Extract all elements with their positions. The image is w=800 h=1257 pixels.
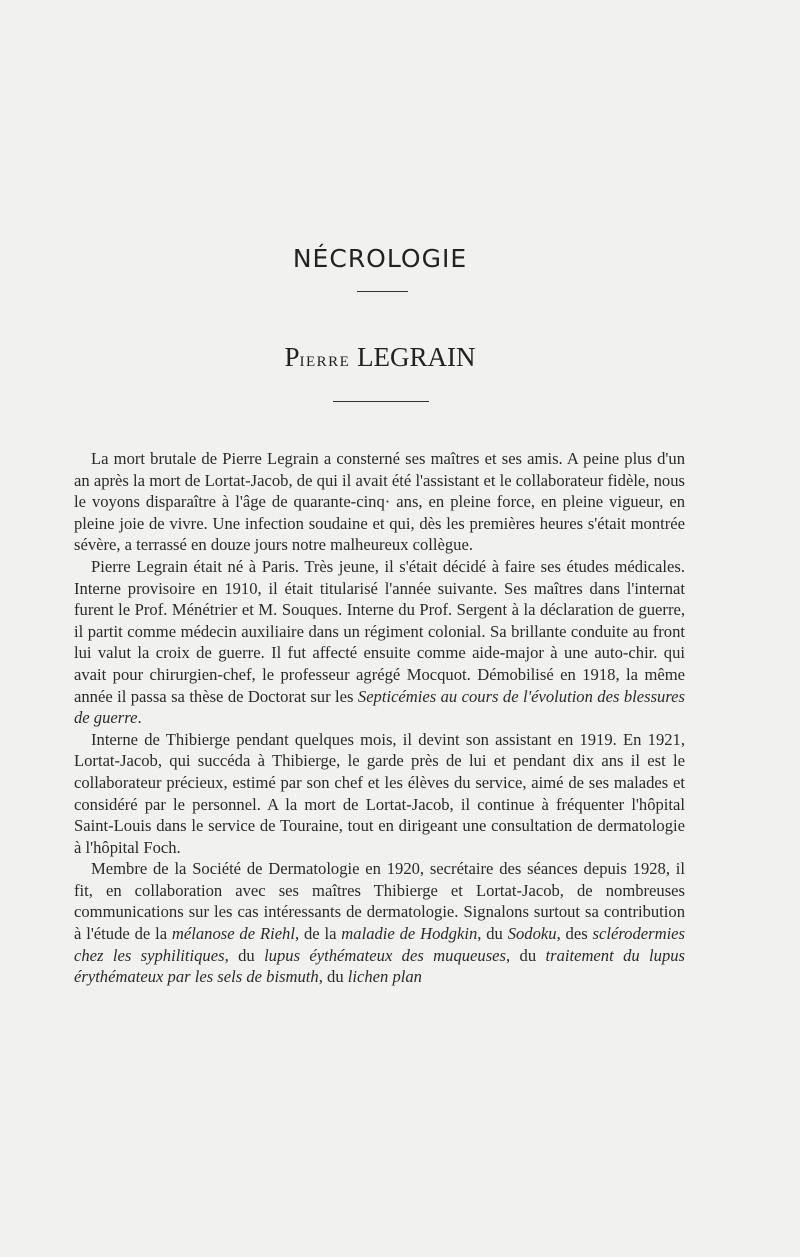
paragraph-1: La mort brutale de Pierre Legrain a consterné ses maîtres et ses amis. A peine plus d'un an après la mort de Lortat-Jacob, de qui il avait été l'assistant et le collaborateur fidèle, nous le voyons disparaître à l'âge de quarante-cinq· ans, en pleine force, en pleine vigueur, en pleine joie de vivre. Une infection soudaine et qui, dès les premières heures s'était montrée sévère, a terrassé en douze jours notre malheureux collègue. — [74, 449, 685, 555]
name-divider — [333, 401, 429, 402]
first-name: PIERRE — [284, 342, 351, 372]
section-heading: NÉCROLOGIE — [292, 244, 468, 273]
heading-divider — [357, 291, 408, 292]
thesis-title: Septicémies au cours de l'évolution des blessures de guerre — [74, 686, 685, 728]
paragraph-2: Pierre Legrain était né à Paris. Très jeune, il s'était décidé à faire ses études médicales. Interne provisoire en 1910, il était titularisé l'année suivante. Ses maîtres dans l'internat furent le Prof. Ménétrier et M. Souques. Interne du Prof. Sergent à la déclaration de guerre, il partit comme médecin auxiliaire dans un régiment colonial. Sa brillante conduite au front lui valut la croix de guerre. Il fut affecté ensuite comme aide-major à une auto-chir. qui avait pour chirurgien-chef, le professeur agrégé Mocquot. Démobilisé en 1918, la même année il passa sa thèse de Doctorat sur les Septicémies au cours de l'évolution des blessures de guerre. — [74, 556, 685, 728]
obituary-body — [74, 448, 685, 988]
obituary-name — [0, 342, 760, 373]
paragraph-4: Membre de la Société de Dermatologie en 1920, secrétaire des séances depuis 1928, il fit, en collaboration avec ses maîtres Thibierge et Lortat-Jacob, de nombreuses communications sur les cas intéressants de dermatologie. Signalons surtout sa contribution à l'étude de la mélanose de Riehl, de la maladie de Hodgkin, du Sodoku, des sclérodermies chez les syphilitiques, du lupus éythémateux des muqueuses, du traitement du lupus érythémateux par les sels de bismuth, du lichen plan — [74, 859, 686, 987]
last-name: LEGRAIN — [357, 342, 476, 372]
paragraph-3: Interne de Thibierge pendant quelques mois, il devint son assistant en 1919. En 1921, Lortat-Jacob, qui succéda à Thibierge, le garde près de lui et pendant dix ans il est le collaborateur précieux, estimé par son chef et les élèves du service, aimé de ses malades et considéré par le personnel. A la mort de Lortat-Jacob, il continue à fréquenter l'hôpital Saint-Louis dans le service de Touraine, tout en dirigeant une consultation de dermatologie à l'hôpital Foch. — [74, 729, 685, 857]
